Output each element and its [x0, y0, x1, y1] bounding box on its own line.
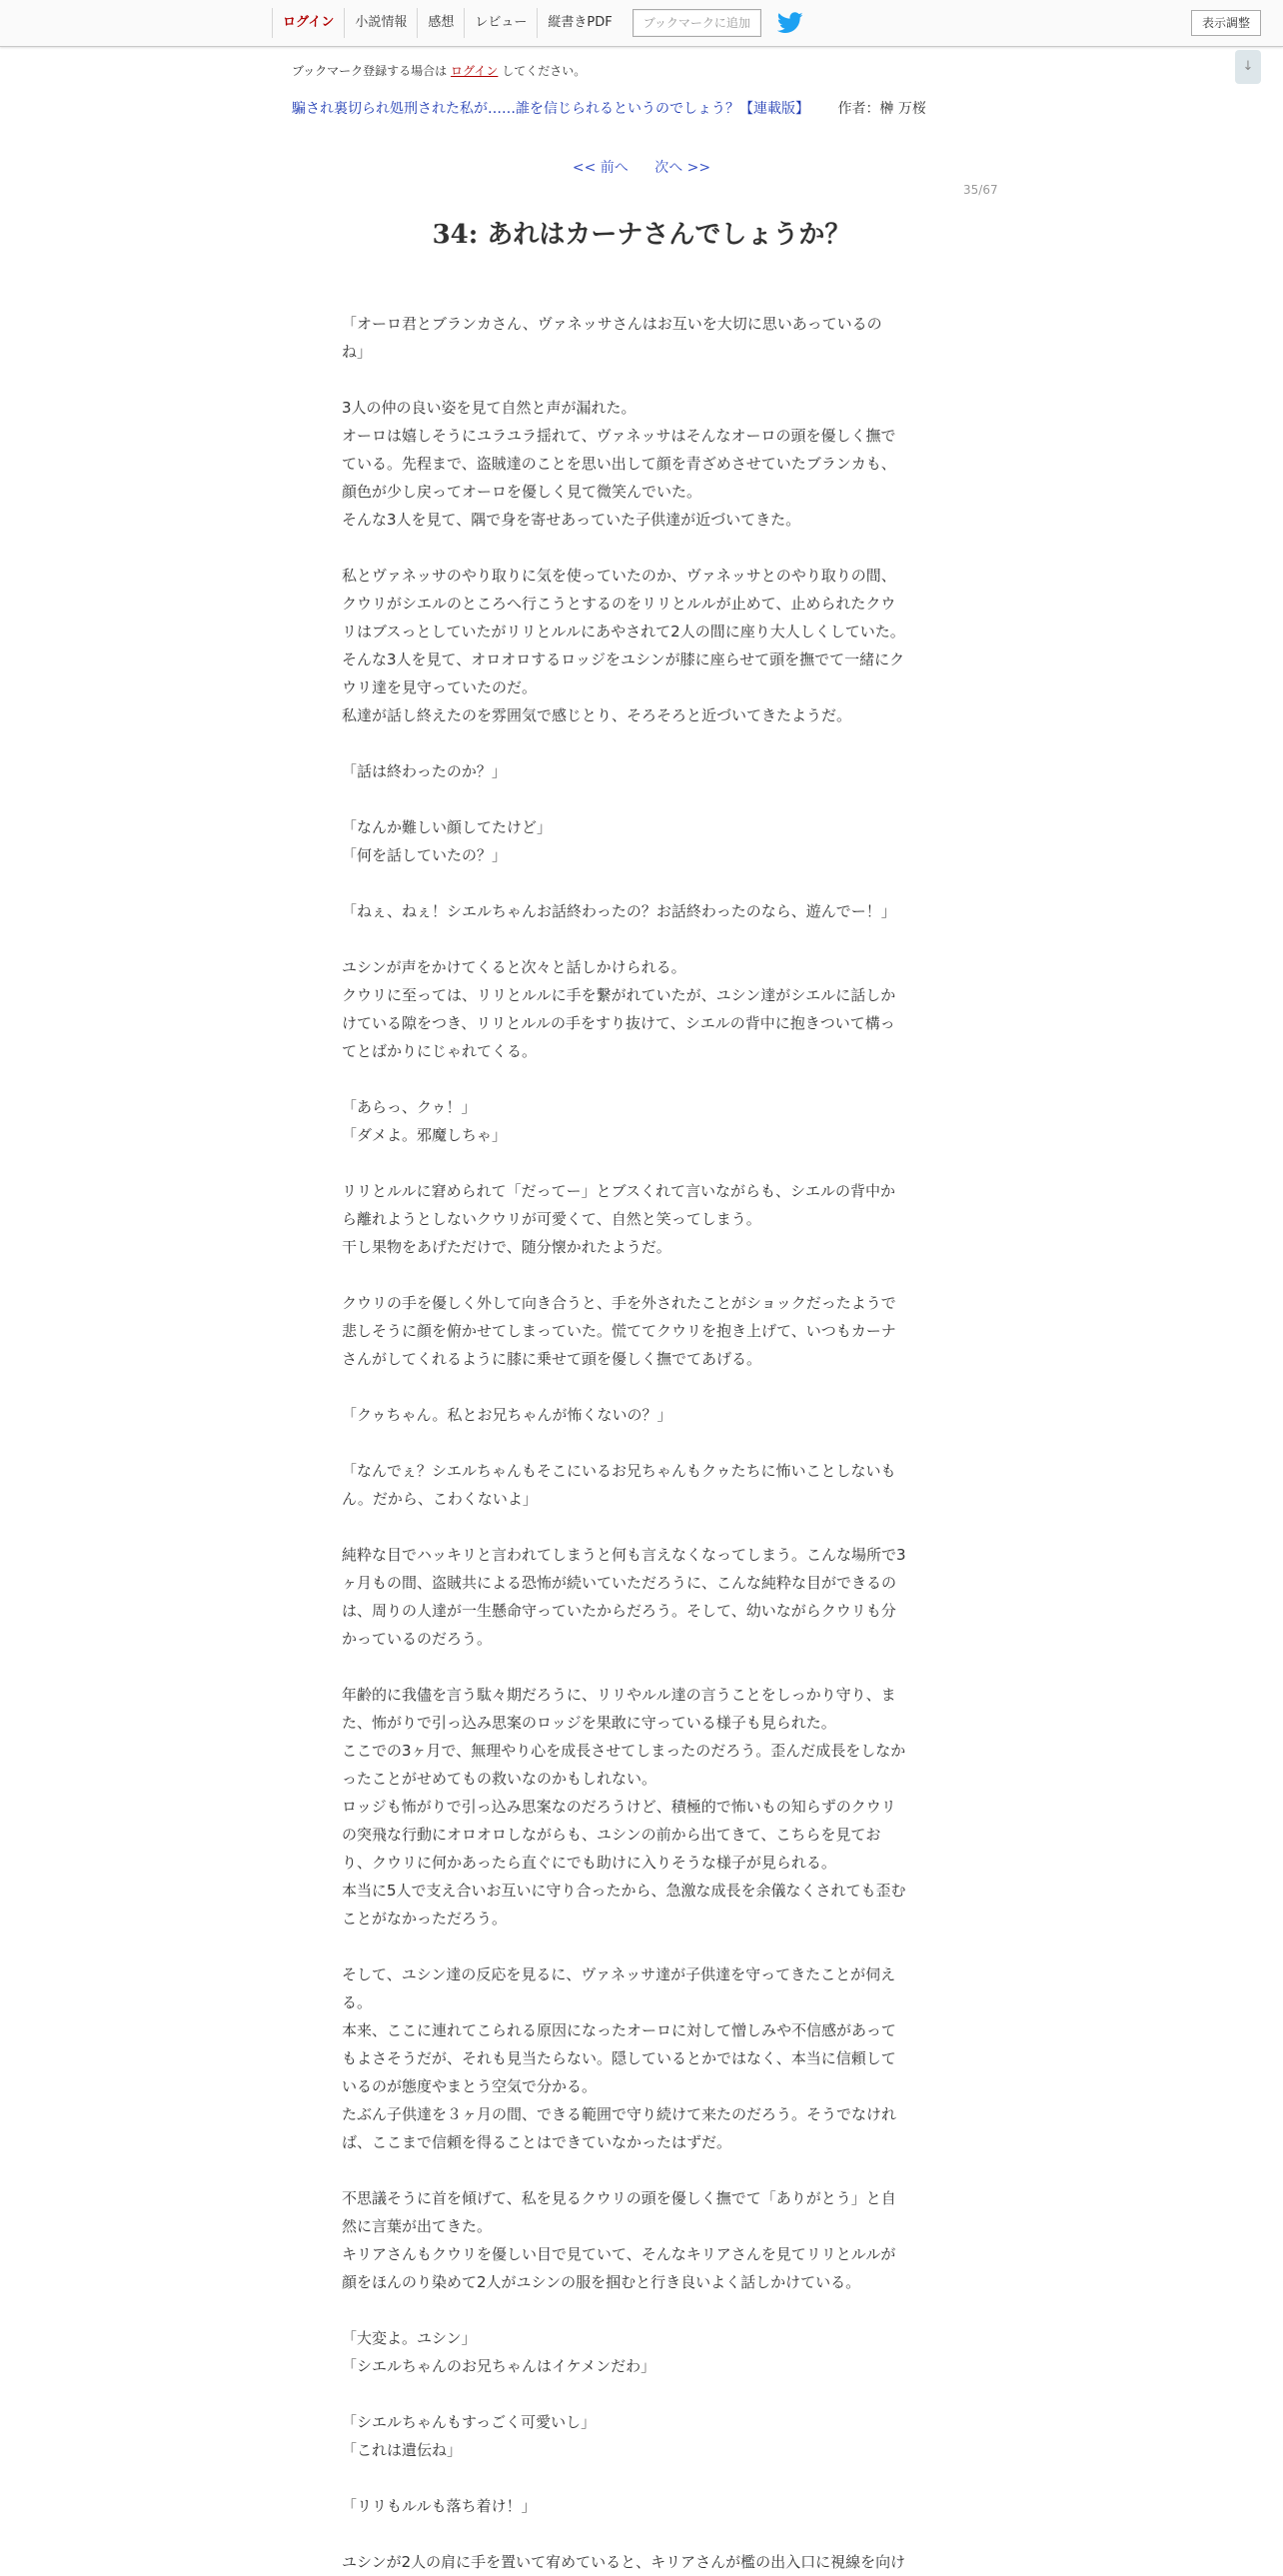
body-line: た、怖がりで引っ込み思案のロッジを果敢に守っている様子も見られた。: [342, 1714, 836, 1732]
body-line: 純粋な目でハッキリと言われてしまうと何も言えなくなってしまう。こんな場所で3: [342, 1546, 906, 1564]
body-line: ん。だから、こわくないよ」: [342, 1490, 538, 1508]
body-line: キリアさんもクウリを優しい目で見ていて、そんなキリアさんを見てリリとルルが: [342, 2245, 896, 2263]
prev-chapter-link[interactable]: << 前へ: [572, 160, 629, 176]
body-line: ことがなかっただろう。: [342, 1910, 508, 1928]
login-note-text-before: ブックマーク登録する場合は: [292, 64, 448, 78]
page-count: 35/67: [963, 183, 998, 197]
blank-line: [342, 729, 941, 757]
login-note-text-after: してください。: [502, 64, 587, 78]
body-line: り、クウリに何かあったら直ぐにでも助けに入りそうな様子が見られる。: [342, 1854, 836, 1872]
body-line: かっているのだろう。: [342, 1630, 493, 1648]
display-settings-button[interactable]: 表示調整: [1191, 10, 1261, 36]
blank-line: [342, 869, 941, 897]
body-line: 然に言葉が出てきた。: [342, 2217, 493, 2235]
blank-line: [342, 785, 941, 813]
body-line: 「ダメよ。邪魔しちゃ」: [342, 1126, 508, 1144]
author-label: 作者：: [837, 101, 880, 117]
blank-line: [342, 1429, 941, 1457]
body-line: 「何を話していたの？」: [342, 846, 508, 864]
blank-line: [342, 2520, 941, 2548]
body-line: ユシンが2人の肩に手を置いて宥めていると、キリアさんが檻の出入口に視線を向け: [342, 2553, 906, 2571]
bookmark-login-note: [292, 62, 586, 79]
body-line: 顔をほんのり染めて2人がユシンの服を掴むと行き良いよく話しかけている。: [342, 2273, 861, 2291]
nav-review-link[interactable]: レビュー: [464, 8, 537, 38]
novel-title-line: [292, 98, 926, 118]
body-line: 「なんか難しい顔してたけど」: [342, 818, 553, 836]
body-line: 「リリもルルも落ち着け！」: [342, 2497, 537, 2515]
nav-vertical-pdf-link[interactable]: 縦書きPDF: [537, 8, 622, 38]
body-line: 「話は終わったのか？」: [342, 762, 507, 780]
blank-line: [342, 1513, 941, 1541]
blank-line: [342, 1653, 941, 1681]
body-line: オーロは嬉しそうにユラユラ揺れて、ヴァネッサはそんなオーロの頭を優しく撫で: [342, 427, 896, 445]
body-line: けている隙をつき、リリとルルの手をすり抜けて、シエルの背中に抱きついて構っ: [342, 1014, 895, 1032]
body-line: 干し果物をあげただけで、随分懐かれたようだ。: [342, 1238, 671, 1256]
body-line: ね」: [342, 343, 373, 361]
body-line: ば、ここまで信頼を得ることはできていなかったはずだ。: [342, 2133, 732, 2151]
blank-line: [342, 2380, 941, 2408]
body-line: クウリに至っては、リリとルルに手を繋がれていたが、ユシン達がシエルに話しか: [342, 986, 896, 1004]
body-line: 私とヴァネッサのやり取りに気を使っていたのか、ヴァネッサとのやり取りの間、: [342, 567, 896, 585]
body-line: 「これは遺伝ね」: [342, 2441, 463, 2459]
blank-line: [342, 534, 941, 562]
blank-line: [342, 366, 941, 394]
body-line: ら離れようとしないクウリが可愛くて、自然と笑ってしまう。: [342, 1210, 761, 1228]
body-line: 「なんでぇ？シエルちゃんもそこにいるお兄ちゃんもクゥたちに怖いことしないも: [342, 1462, 896, 1480]
body-line: リはブスっとしていたがリリとルルにあやされて2人の間に座り大人しくしていた。: [342, 623, 905, 641]
body-line: 私達が話し終えたのを雰囲気で感じとり、そろそろと近づいてきたようだ。: [342, 706, 852, 724]
body-line: 「クゥちゃん。私とお兄ちゃんが怖くないの？」: [342, 1406, 672, 1424]
next-chapter-link[interactable]: 次へ >>: [654, 160, 711, 176]
body-line: 「シエルちゃんもすっごく可愛いし」: [342, 2413, 597, 2431]
body-line: クウリがシエルのところへ行こうとするのをリリとルルが止めて、止められたクウ: [342, 595, 896, 613]
login-note-link[interactable]: ログイン: [451, 64, 499, 78]
body-line: 「オーロ君とブランカさん、ヴァネッサさんはお互いを大切に思いあっているの: [342, 315, 882, 333]
body-line: 不思議そうに首を傾げて、私を見るクウリの頭を優しく撫でて「ありがとう」と自: [342, 2189, 896, 2207]
body-line: 本当に5人で支え合いお互いに守り合ったから、急激な成長を余儀なくされても歪む: [342, 1882, 906, 1900]
nav-impressions-link[interactable]: 感想: [417, 8, 464, 38]
body-line: ている。先程まで、盗賊達のことを思い出して顔を青ざめさせていたブランカも、: [342, 455, 896, 473]
body-line: 3人の仲の良い姿を見て自然と声が漏れた。: [342, 399, 637, 417]
body-line: ロッジも怖がりで引っ込み思案なのだろうけど、積極的で怖いもの知らずのクウリ: [342, 1798, 896, 1816]
blank-line: [342, 2464, 941, 2492]
body-line: ヶ月もの間、盗賊共による恐怖が続いていただろうに、こんな純粋な目ができるの: [342, 1574, 897, 1592]
body-line: 本来、ここに連れてこられる原因になったオーロに対して憎しみや不信感があって: [342, 2021, 896, 2039]
body-line: そんな3人を見て、隅で身を寄せあっていた子供達が近づいてきた。: [342, 511, 801, 529]
body-line: ここでの3ヶ月で、無理やり心を成長させてしまったのだろう。歪んだ成長をしなか: [342, 1742, 906, 1760]
body-line: る。: [342, 1993, 373, 2011]
novel-body-text: [342, 310, 941, 2576]
nav-novel-info-link[interactable]: 小説情報: [344, 8, 417, 38]
body-line: たぶん子供達を３ヶ月の間、できる範囲で守り続けて来たのだろう。そうでなけれ: [342, 2105, 897, 2123]
body-line: さんがしてくれるように膝に乗せて頭を優しく撫でてあげる。: [342, 1350, 762, 1368]
body-line: リリとルルに窘められて「だってー」とブスくれて言いながらも、シエルの背中か: [342, 1182, 896, 1200]
body-line: 「大変よ。ユシン」: [342, 2329, 477, 2347]
body-line: 「ねぇ、ねぇ！シエルちゃんお話終わったの？お話終わったのなら、遊んでー！」: [342, 902, 896, 920]
blank-line: [342, 2296, 941, 2324]
body-line: 年齢的に我儘を言う駄々期だろうに、リリやルル達の言うことをしっかり守り、ま: [342, 1686, 896, 1704]
body-line: そんな3人を見て、オロオロするロッジをユシンが膝に座らせて頭を撫でて一緒にク: [342, 650, 905, 668]
blank-line: [342, 2156, 941, 2184]
body-line: ユシンが声をかけてくると次々と話しかけられる。: [342, 958, 686, 976]
chapter-pager: [0, 157, 1283, 177]
nav-login-link[interactable]: ログイン: [272, 8, 344, 38]
blank-line: [342, 1932, 941, 1960]
nav-menu: [272, 0, 803, 46]
chapter-title: 34: あれはカーナさんでしょうか？: [432, 220, 851, 250]
blank-line: [342, 1065, 941, 1093]
body-line: 「シエルちゃんのお兄ちゃんはイケメンだわ」: [342, 2357, 656, 2375]
twitter-icon[interactable]: [777, 12, 803, 34]
body-line: クウリの手を優しく外して向き合うと、手を外されたことがショックだったようで: [342, 1294, 896, 1312]
blank-line: [342, 1373, 941, 1401]
blank-line: [342, 925, 941, 953]
author-name: 榊 万桜: [879, 101, 926, 117]
body-line: 「あらっ、クゥ！」: [342, 1098, 477, 1116]
body-line: 悲しそうに顔を俯かせてしまっていた。慌ててクウリを抱き上げて、いつもカーナ: [342, 1322, 896, 1340]
body-line: てとばかりにじゃれてくる。: [342, 1042, 538, 1060]
novel-title-link[interactable]: 騙され裏切られ処刑された私が……誰を信じられるというのでしょう？【連載版】: [292, 101, 809, 117]
blank-line: [342, 1149, 941, 1177]
top-navigation-bar: [0, 0, 1283, 47]
body-line: ったことがせめてもの救いなのかもしれない。: [342, 1770, 657, 1788]
blank-line: [342, 1261, 941, 1289]
body-line: 顔色が少し戻ってオーロを優しく見て微笑んでいた。: [342, 483, 702, 501]
scroll-down-button[interactable]: ↓: [1235, 50, 1261, 84]
body-line: ウリ達を見守っていたのだ。: [342, 678, 538, 696]
add-bookmark-button[interactable]: ブックマークに追加: [633, 9, 761, 37]
body-line: は、周りの人達が一生懸命守っていたからだろう。そして、幼いながらクウリも分: [342, 1602, 896, 1620]
body-line: そして、ユシン達の反応を見るに、ヴァネッサ達が子供達を守ってきたことが伺え: [342, 1965, 896, 1983]
body-line: の突飛な行動にオロオロしながらも、ユシンの前から出てきて、こちらを見てお: [342, 1826, 881, 1844]
body-line: もよさそうだが、それも見当たらない。隠しているとかではなく、本当に信頼して: [342, 2049, 896, 2067]
body-line: いるのが態度やまとう空気で分かる。: [342, 2077, 598, 2095]
